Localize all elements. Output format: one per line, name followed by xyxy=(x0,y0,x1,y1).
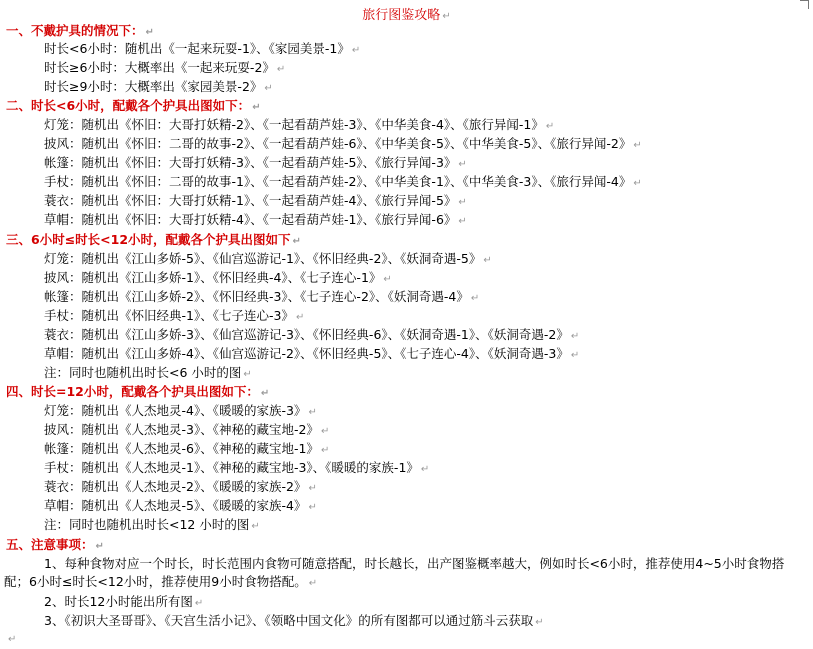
paragraph-mark: ↵ xyxy=(243,369,252,380)
paragraph-mark: ↵ xyxy=(570,350,580,361)
paragraph-mark: ↵ xyxy=(260,388,270,399)
section-2-line: 帐篷：随机出《怀旧：大哥打妖精-3》、《一起看葫芦娃-5》、《旅行异闻-3》 ↵ xyxy=(44,155,467,170)
paragraph-mark: ↵ xyxy=(308,578,318,589)
paragraph-mark: ↵ xyxy=(252,102,261,113)
section-3-line: 手杖：随机出《怀旧经典-1》、《七子连心-3》 ↵ xyxy=(44,308,305,323)
paragraph-mark: ↵ xyxy=(351,45,361,56)
section-4-line: 草帽：随机出《人杰地灵-5》、《暖暖的家族-4》 ↵ xyxy=(44,498,317,513)
section-2-line: 灯笼：随机出《怀旧：大哥打妖精-2》、《一起看葫芦娃-3》、《中华美食-4》、《旅行异闻-1》 ↵ xyxy=(44,117,555,132)
section-2-line: 草帽：随机出《怀旧：大哥打妖精-4》、《一起看葫芦娃-1》、《旅行异闻-6》 ↵ xyxy=(44,212,467,227)
section-3-line: 草帽：随机出《江山多娇-4》、《仙宫巡游记-2》、《怀旧经典-5》、《七子连心-4》、《妖洞奇遇-3》 ↵ xyxy=(44,346,580,361)
paragraph-mark: ↵ xyxy=(458,216,467,227)
note-paragraph-1: 1、每种食物对应一个时长，时长范围内食物可随意搭配，时长越长，出产图鉴概率越大，例如时长<6小时，推荐使用4~5小时食物搭配；6小时≤时长<12小时，推荐使用9小时食物搭配。 ↵ xyxy=(4,556,785,589)
paragraph-mark: ↵ xyxy=(570,331,580,342)
paragraph-mark: ↵ xyxy=(264,83,273,94)
section-4-line: 披风：随机出《人杰地灵-3》、《神秘的藏宝地-2》 ↵ xyxy=(44,422,330,437)
paragraph-mark: ↵ xyxy=(442,11,451,22)
paragraph-mark: ↵ xyxy=(145,27,154,38)
paragraph-mark: ↵ xyxy=(470,293,480,304)
section-2-line: 蓑衣：随机出《怀旧：大哥打妖精-1》、《一起看葫芦娃-4》、《旅行异闻-5》 ↵ xyxy=(44,193,467,208)
section-3-line: 披风：随机出《江山多娇-1》、《怀旧经典-4》、《七子连心-1》 ↵ xyxy=(44,270,392,285)
section-3-line: 蓑衣：随机出《江山多娇-3》、《仙宫巡游记-3》、《怀旧经典-6》、《妖洞奇遇-1》、《妖洞奇遇-2》 ↵ xyxy=(44,327,580,342)
section-3-note: 注：同时也随机出时长<6 小时的图 ↵ xyxy=(44,365,252,380)
paragraph-mark: ↵ xyxy=(383,274,392,285)
paragraph-mark: ↵ xyxy=(420,464,430,475)
paragraph-mark: ↵ xyxy=(308,483,317,494)
paragraph-mark: ↵ xyxy=(458,159,467,170)
section-4-line: 蓑衣：随机出《人杰地灵-2》、《暖暖的家族-2》 ↵ xyxy=(44,479,317,494)
section-1-line: 时长≥9小时：大概率出《家园美景-2》 ↵ xyxy=(44,79,273,94)
paragraph-mark: ↵ xyxy=(483,255,492,266)
paragraph-mark: ↵ xyxy=(8,634,17,645)
section-1-line: 时长<6小时：随机出《一起来玩耍-1》、《家园美景-1》 ↵ xyxy=(44,41,361,56)
section-3-line: 灯笼：随机出《江山多娇-5》、《仙宫巡游记-1》、《怀旧经典-2》、《妖洞奇遇-5》 ↵ xyxy=(44,251,492,266)
paragraph-mark: ↵ xyxy=(535,617,544,628)
section-2-line: 手杖：随机出《怀旧：二哥的故事-1》、《一起看葫芦娃-2》、《中华美食-1》、《中华美食-3》、《旅行异闻-4》 ↵ xyxy=(44,174,642,189)
paragraph-mark: ↵ xyxy=(95,541,104,552)
section-heading-1: 一、不戴护具的情况下： ↵ xyxy=(6,23,154,38)
empty-paragraph xyxy=(6,629,16,647)
paragraph-mark: ↵ xyxy=(251,521,260,532)
paragraph-mark: ↵ xyxy=(633,140,642,151)
paragraph-mark: ↵ xyxy=(194,598,204,609)
note-paragraph-3: 3、《初识大圣哥哥》、《天宫生活小记》、《领略中国文化》的所有图都可以通过筋斗云获取 ↵ xyxy=(44,613,544,628)
section-4-line: 帐篷：随机出《人杰地灵-6》、《神秘的藏宝地-1》 ↵ xyxy=(44,441,330,456)
paragraph-mark: ↵ xyxy=(320,445,330,456)
paragraph-mark: ↵ xyxy=(320,426,330,437)
paragraph-mark: ↵ xyxy=(308,502,317,513)
section-heading-5: 五、注意事项： ↵ xyxy=(6,537,104,552)
section-1-line: 时长≥6小时：大概率出《一起来玩耍-2》 ↵ xyxy=(44,60,286,75)
paragraph-mark: ↵ xyxy=(633,178,642,189)
section-heading-3: 三、6小时≤时长<12小时，配戴各个护具出图如下 ↵ xyxy=(6,232,301,247)
section-2-line: 披风：随机出《怀旧：二哥的故事-2》、《一起看葫芦娃-6》、《中华美食-5》、《中华美食-5》、《旅行异闻-2》 ↵ xyxy=(44,136,642,151)
paragraph-mark: ↵ xyxy=(295,312,305,323)
paragraph-mark: ↵ xyxy=(545,121,555,132)
note-paragraph-2: 2、时长12小时能出所有图 ↵ xyxy=(44,594,204,609)
section-4-line: 灯笼：随机出《人杰地灵-4》、《暖暖的家族-3》 ↵ xyxy=(44,403,317,418)
section-heading-2: 二、时长<6小时，配戴各个护具出图如下： ↵ xyxy=(6,98,261,113)
section-heading-4: 四、时长=12小时，配戴各个护具出图如下： ↵ xyxy=(6,384,270,399)
section-4-line: 手杖：随机出《人杰地灵-1》、《神秘的藏宝地-3》、《暖暖的家族-1》 ↵ xyxy=(44,460,430,475)
section-4-note: 注：同时也随机出时长<12 小时的图 ↵ xyxy=(44,517,260,532)
paragraph-mark: ↵ xyxy=(276,64,286,75)
document-title: 旅行图鉴攻略 ↵ xyxy=(362,8,451,23)
paragraph-mark: ↵ xyxy=(292,236,301,247)
paragraph-mark: ↵ xyxy=(458,197,467,208)
paragraph-mark: ↵ xyxy=(308,407,317,418)
section-3-line: 帐篷：随机出《江山多娇-2》、《怀旧经典-3》、《七子连心-2》、《妖洞奇遇-4》 ↵ xyxy=(44,289,480,304)
